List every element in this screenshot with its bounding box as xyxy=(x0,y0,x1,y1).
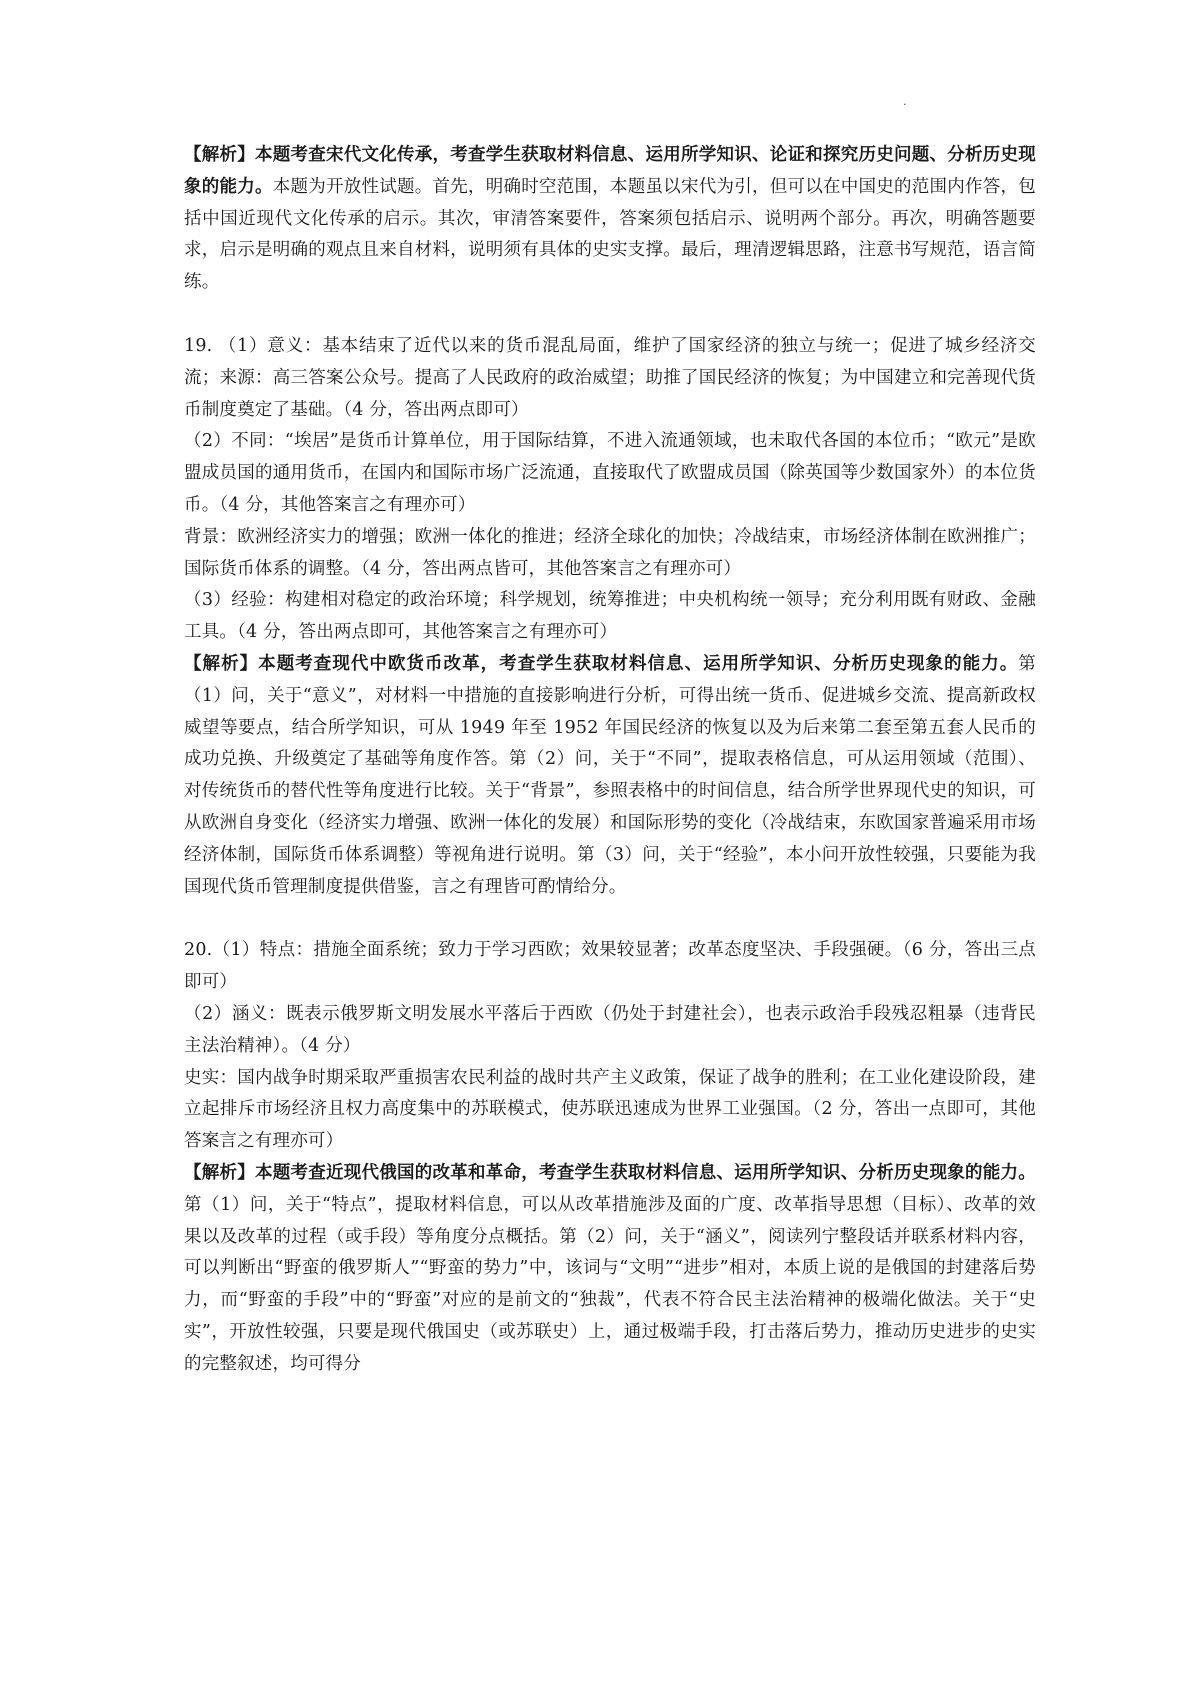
analysis-paragraph-19 xyxy=(184,649,1036,903)
analysis-heading: 【解析】本题考查宋代文化传承，考查学生获取材料信息、运用所学知识、论证和探究历史问题、分析历史现象的能力。 xyxy=(184,145,1036,197)
q19-part2: （2）不同：“埃居”是货币计算单位，用于国际结算，不进入流通领域，也未取代各国的本位币；“欧元”是欧盟成员国的通用货币，在国内和国际市场广泛流通，直接取代了欧盟成员国（除英国等少数国家外）的本位货币。（4 分，其他答案言之有理亦可） xyxy=(184,431,1036,515)
page-mark: . xyxy=(903,94,907,108)
q19-part3: （3）经验：构建相对稳定的政治环境；科学规划，统筹推进；中央机构统一领导；充分利用既有财政、金融工具。（4 分，答出两点即可，其他答案言之有理亦可） xyxy=(184,590,1036,643)
analysis-heading: 【解析】本题考查近现代俄国的改革和革命，考查学生获取材料信息、运用所学知识、分析历史现象的能力。 xyxy=(184,1162,1036,1183)
analysis-text: 第（1）问，关于“意义”，对材料一中措施的直接影响进行分析，可得出统一货币、促进城乡交流、提高新政权威望等要点，结合所学知识，可从 1949 年至 1952 年国民经济的恢复以及为后来第二套至第五套人民币的成功兑换、升级奠定了基础等角度作答。第（2）问，关于“不同”，提取表格信息，可从运用领域（范围）、对传统货币的替代性等角度进行比较。关于“背景”，参照表格中的时间信息，结合所学世界现代史的知识，可从欧洲自身变化（经济实力增强、欧洲一体化的发展）和国际形势的变化（冷战结束，东欧国家普遍采用市场经济体制，国际货币体系调整）等视角进行说明。第（3）问，关于“经验”，本小问开放性较强，只要能为我国现代货币管理制度提供借鉴，言之有理皆可酌情给分。 xyxy=(184,653,1036,897)
answer-content xyxy=(184,140,1036,1380)
analysis-text: 本题为开放性试题。首先，明确时空范围，本题虽以宋代为引，但可以在中国史的范围内作答，包括中国近现代文化传承的启示。其次，审清答案要件，答案须包括启示、说明两个部分。再次，明确答题要求，启示是明确的观点且来自材料，说明须有具体的史实支撑。最后，理清逻辑思路，注意书写规范，语言简练。 xyxy=(184,176,1036,293)
q20-part1: 20.（1）特点：措施全面系统；致力于学习西欧；效果较显著；改革态度坚决、手段强硬。（6 分，答出三点即可） xyxy=(184,940,1036,993)
analysis-paragraph-18 xyxy=(184,140,1036,299)
q19-part1: 19. （1）意义：基本结束了近代以来的货币混乱局面，维护了国家经济的独立与统一；促进了城乡经济交流；来源：高三答案公众号。提高了人民政府的政治威望；助推了国民经济的恢复；为中国建立和完善现代货币制度奠定了基础。（4 分，答出两点即可） xyxy=(184,335,1036,420)
analysis-heading: 【解析】本题考查现代中欧货币改革，考查学生获取材料信息、运用所学知识、分析历史现象的能力。 xyxy=(184,653,1019,674)
spacer xyxy=(184,903,1036,935)
q20-part2: （2）涵义：既表示俄罗斯文明发展水平落后于西欧（仍处于封建社会），也表示政治手段残忍粗暴（违背民主法治精神）。（4 分） xyxy=(184,1003,1036,1056)
analysis-text: 第（1）问，关于“特点”，提取材料信息，可以从改革措施涉及面的广度、改革指导思想（目标）、改革的效果以及改革的过程（或手段）等角度分点概括。第（2）问，关于“涵义”，阅读列宁整段话并联系材料内容，可以判断出“野蛮的俄罗斯人”“野蛮的势力”中，该词与“文明”“进步”相对，本质上说的是俄国的封建落后势力，而“野蛮的手段”中的“野蛮”对应的是前文的“独裁”，代表不符合民主法治精神的极端化做法。关于“史实”，开放性较强，只要是现代俄国史（或苏联史）上，通过极端手段，打击落后势力，推动历史进步的史实的完整叙述，均可得分 xyxy=(184,1194,1036,1374)
spacer xyxy=(184,299,1036,331)
analysis-paragraph-20 xyxy=(184,1158,1036,1381)
q19-background: 背景：欧洲经济实力的增强；欧洲一体化的推进；经济全球化的加快；冷战结束，市场经济体制在欧洲推广；国际货币体系的调整。（4 分，答出两点皆可，其他答案言之有理亦可） xyxy=(184,526,1036,579)
q20-facts: 史实：国内战争时期采取严重损害农民利益的战时共产主义政策，保证了战争的胜利；在工业化建设阶段，建立起排斥市场经济且权力高度集中的苏联模式，使苏联迅速成为世界工业强国。（2 分，答出一点即可，其他答案言之有理亦可） xyxy=(184,1067,1036,1152)
